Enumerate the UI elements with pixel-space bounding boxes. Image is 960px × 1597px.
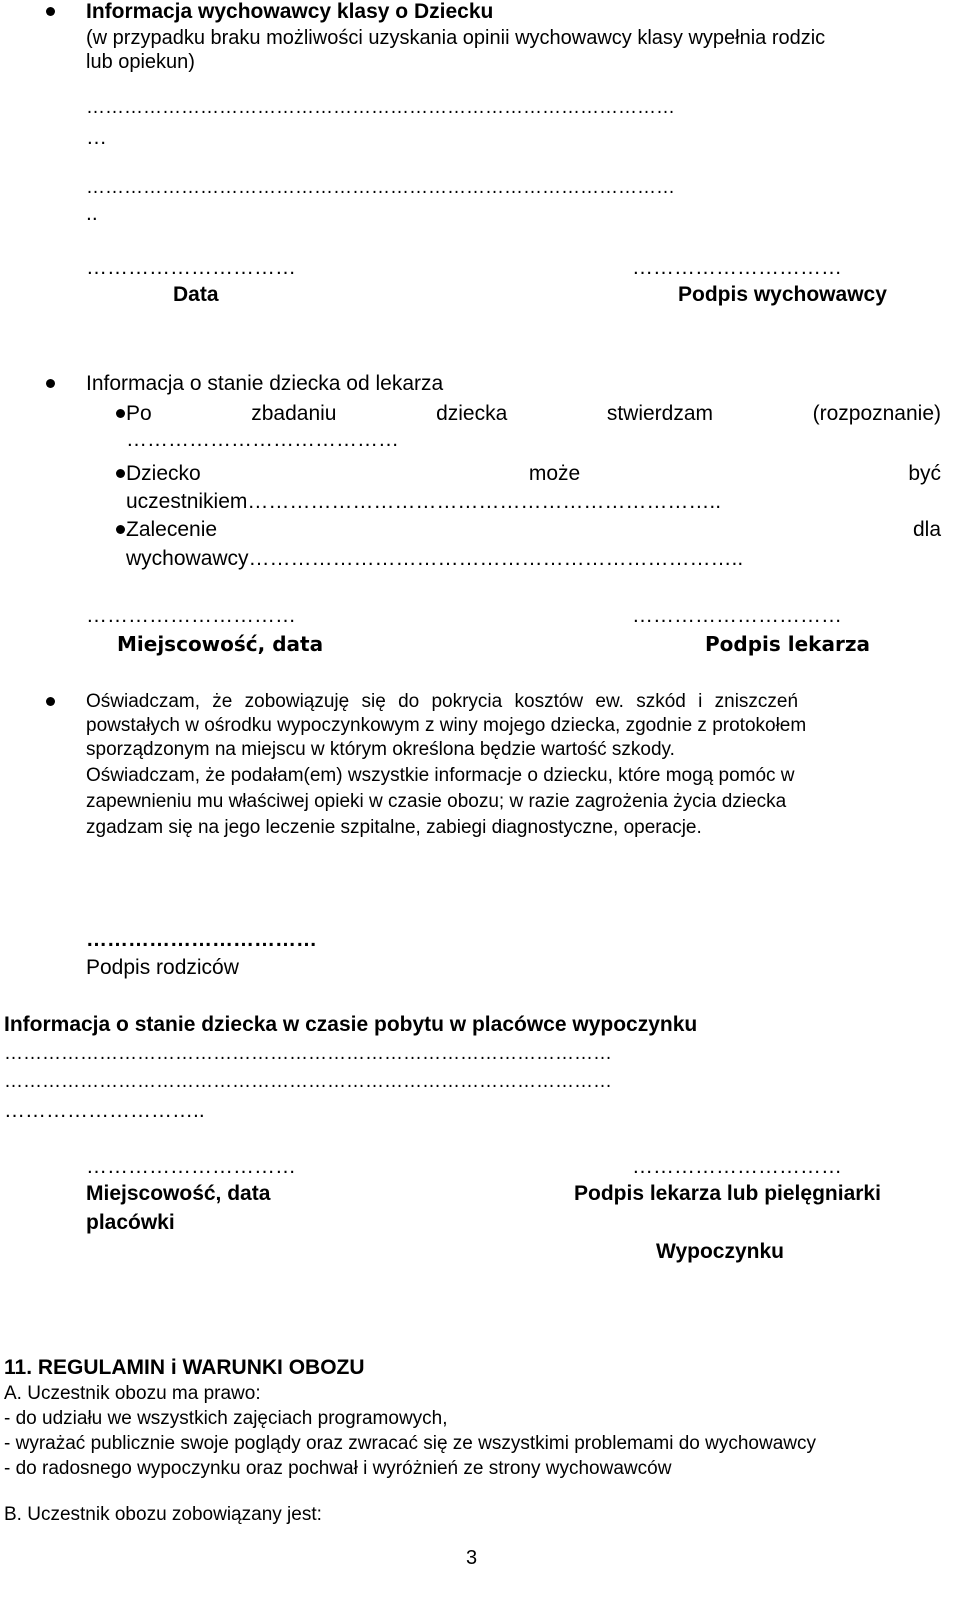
word: Dziecko <box>126 462 201 485</box>
bullet-icon <box>116 409 125 418</box>
declaration-line5: zapewnieniu mu właściwej opieki w czasie obozu; w razie zagrożenia życia dziecka <box>86 791 787 812</box>
bullet-icon <box>46 379 55 388</box>
doctor-recommendation-cont[interactable]: wychowawcy…………………………………………………………….. <box>126 547 744 570</box>
word: dziecka <box>436 402 508 425</box>
word: zbadaniu <box>251 402 337 425</box>
teacher-signature-dots[interactable]: ………………………… <box>632 256 842 279</box>
regulations-a-item2: - wyrażać publicznie swoje poglądy oraz zwracać się ze wszystkimi problemami do wychowawcy <box>4 1433 817 1454</box>
page-number: 3 <box>466 1547 478 1569</box>
word: Zalecenie <box>126 518 218 541</box>
camp-date-dots[interactable]: ………………………… <box>86 1155 296 1178</box>
teacher-signature-label: Podpis wychowawcy <box>678 283 887 306</box>
teacher-fill-line2[interactable]: ………………………………………………………………………………… <box>86 177 675 198</box>
declaration-line3: sporządzonym na miejscu w którym określona będzie wartość szkody. <box>86 739 675 760</box>
parents-signature-dots[interactable]: …………………………… <box>86 928 317 951</box>
teacher-fill-line1[interactable]: ………………………………………………………………………………… <box>86 97 675 118</box>
camp-place-date-label: Miejscowość, data <box>86 1182 271 1205</box>
teacher-note-line2: lub opiekun) <box>86 51 195 73</box>
camp-fill-line3[interactable]: ……………………….. <box>4 1099 205 1122</box>
doctor-diagnosis-dots[interactable]: ………………………………… <box>126 428 399 451</box>
bullet-icon <box>46 697 55 706</box>
camp-signature-label: Podpis lekarza lub pielęgniarki <box>574 1182 881 1205</box>
teacher-note-line1: (w przypadku braku możliwości uzyskania opinii wychowawcy klasy wypełnia rodzic <box>86 27 826 49</box>
camp-signature-dots[interactable]: ………………………… <box>632 1155 842 1178</box>
doctor-place-date-label: Miejscowość, data <box>117 632 324 656</box>
bullet-icon <box>46 7 55 16</box>
camp-section-title: Informacja o stanie dziecka w czasie pobytu w placówce wypoczynku <box>4 1013 698 1036</box>
word: dla <box>912 518 941 541</box>
doctor-participant-cont[interactable]: uczestnikiem………………………………………………………….. <box>126 490 722 513</box>
word: Po <box>126 402 152 425</box>
bullet-icon <box>116 525 125 534</box>
teacher-date-dots[interactable]: ………………………… <box>86 256 296 279</box>
word: (rozpoznanie) <box>812 402 941 425</box>
camp-signature-label-2: Wypoczynku <box>656 1240 784 1263</box>
regulations-a-item1: - do udziału we wszystkich zajęciach programowych, <box>4 1408 448 1429</box>
word: może <box>528 462 581 485</box>
parents-signature-label: Podpis rodziców <box>86 956 239 979</box>
teacher-fill-line1-cont: … <box>86 126 107 149</box>
doctor-item-diagnosis <box>126 402 941 426</box>
declaration-line1: Oświadczam, że zobowiązuję się do pokrycia kosztów ew. szkód i zniszczeń <box>86 691 799 712</box>
regulations-heading: 11. REGULAMIN i WARUNKI OBOZU <box>4 1356 365 1379</box>
camp-fill-line1[interactable]: …………………………………………………………………………………… <box>4 1043 612 1064</box>
doctor-signature-label: Podpis lekarza <box>705 632 870 656</box>
word: być <box>908 462 941 485</box>
doctor-item-recommendation <box>126 518 941 542</box>
declaration-line2: powstałych w ośrodku wypoczynkowym z winy mojego dziecka, zgodnie z protokołem <box>86 715 807 736</box>
teacher-fill-line2-cont: .. <box>86 202 98 225</box>
declaration-line4: Oświadczam, że podałam(em) wszystkie informacje o dziecku, które mogą pomóc w <box>86 765 795 786</box>
doctor-signature-dots[interactable]: ………………………… <box>632 604 842 627</box>
teacher-date-label: Data <box>173 283 219 306</box>
camp-fill-line2[interactable]: …………………………………………………………………………………… <box>4 1071 612 1092</box>
word: stwierdzam <box>606 402 714 425</box>
declaration-line6: zgadzam się na jego leczenie szpitalne, zabiegi diagnostyczne, operacje. <box>86 817 702 838</box>
doctor-item-participant <box>126 462 941 486</box>
doctor-section-title: Informacja o stanie dziecka od lekarza <box>86 372 444 395</box>
doctor-date-dots[interactable]: ………………………… <box>86 604 296 627</box>
camp-place-date-label-2: placówki <box>86 1211 175 1234</box>
regulations-b-title: B. Uczestnik obozu zobowiązany jest: <box>4 1504 322 1525</box>
bullet-icon <box>116 469 125 478</box>
regulations-a-title: A. Uczestnik obozu ma prawo: <box>4 1383 261 1404</box>
teacher-section-title: Informacja wychowawcy klasy o Dziecku <box>86 0 494 23</box>
regulations-a-item3: - do radosnego wypoczynku oraz pochwał i wyróżnień ze strony wychowawców <box>4 1458 672 1479</box>
